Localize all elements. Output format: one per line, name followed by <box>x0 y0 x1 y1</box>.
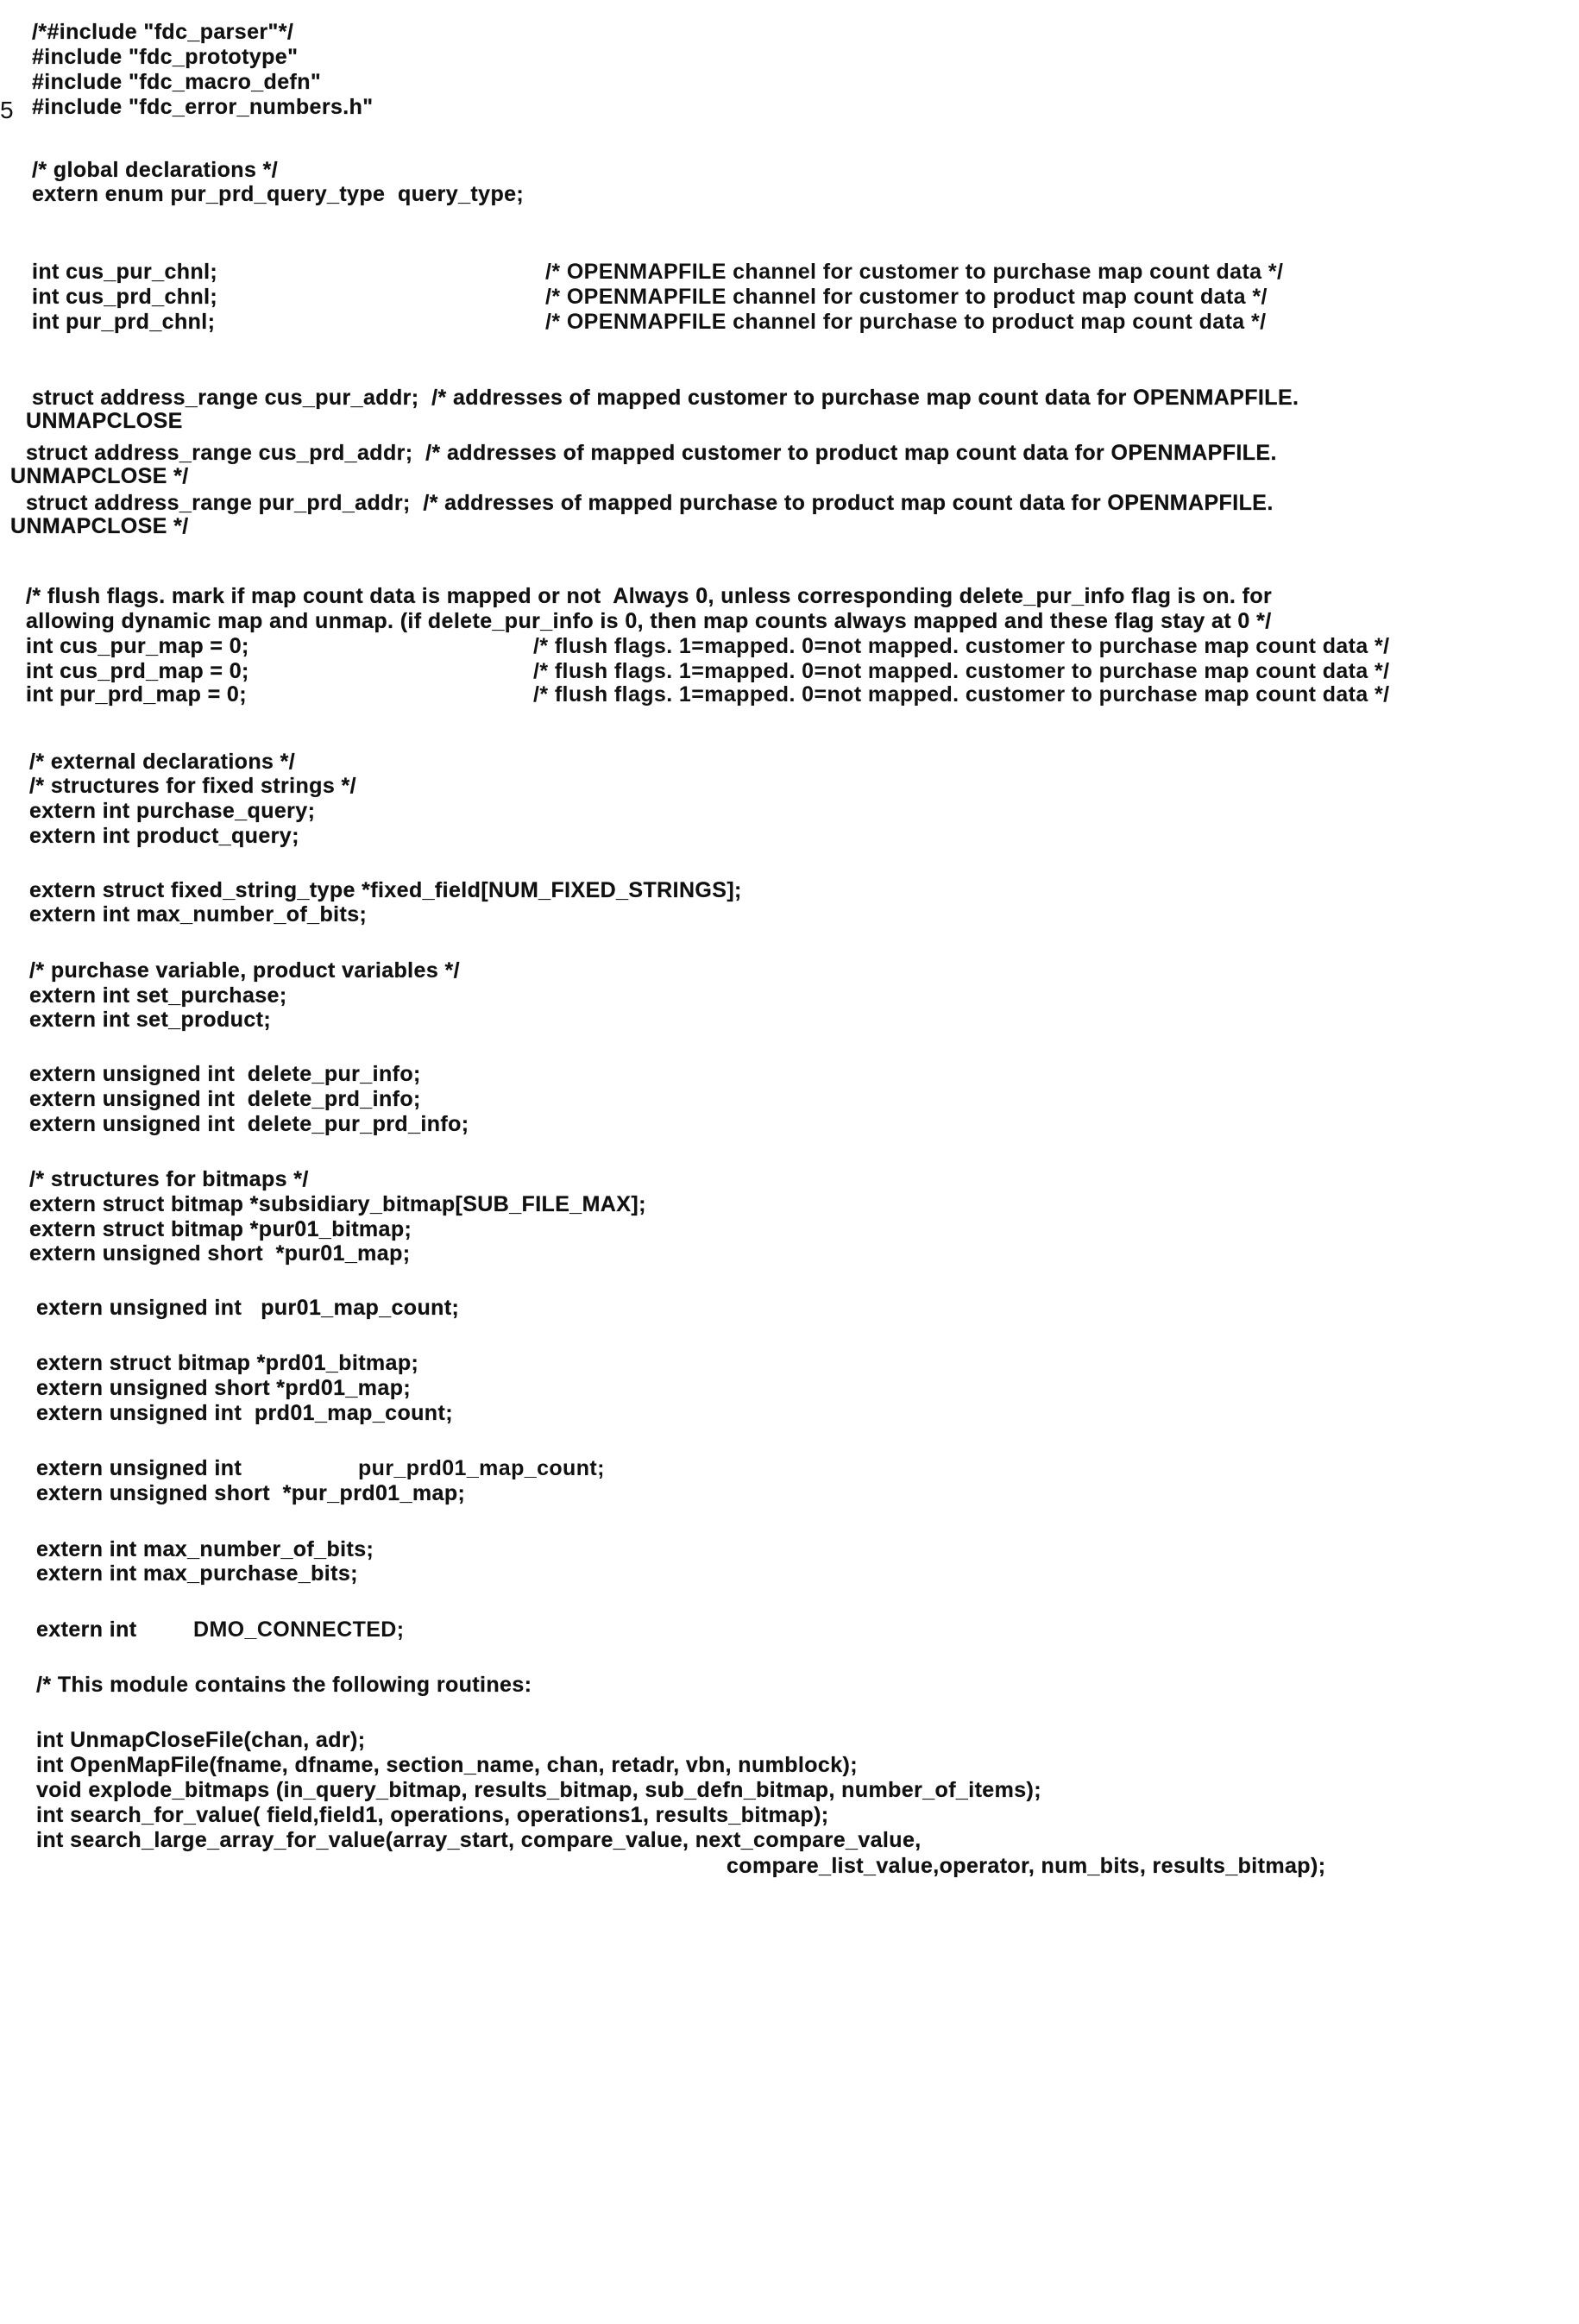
comment-line: /* external declarations */ <box>29 750 295 774</box>
code-line: #include "fdc_prototype" <box>32 45 298 69</box>
code-line: extern int set_purchase; <box>29 983 287 1008</box>
comment-line: /* structures for bitmaps */ <box>29 1167 309 1191</box>
code-line: extern unsigned short *pur01_map; <box>29 1241 410 1266</box>
code-line: struct address_range cus_prd_addr; /* addresses of mapped customer to product map count data for OPENMAPFILE. <box>26 441 1277 465</box>
code-line: extern struct bitmap *subsidiary_bitmap[SUB_FILE_MAX]; <box>29 1192 646 1216</box>
code-comment: /* flush flags. 1=mapped. 0=not mapped. customer to purchase map count data */ <box>533 682 1390 707</box>
comment-line: /* purchase variable, product variables */ <box>29 958 460 983</box>
code-line: extern int product_query; <box>29 824 299 848</box>
code-line: int pur_prd_map = 0; <box>26 682 247 707</box>
code-line: extern int purchase_query; <box>29 799 315 823</box>
code-line: int search_for_value( field,field1, operations, operations1, results_bitmap); <box>36 1803 829 1827</box>
code-line: extern int max_purchase_bits; <box>36 1561 358 1586</box>
code-line: extern int max_number_of_bits; <box>36 1537 374 1561</box>
code-line: int UnmapCloseFile(chan, adr); <box>36 1728 365 1752</box>
code-line: extern struct fixed_string_type *fixed_field[NUM_FIXED_STRINGS]; <box>29 878 742 902</box>
code-line: int cus_pur_chnl; <box>32 260 217 284</box>
comment-line: /* structures for fixed strings */ <box>29 774 356 798</box>
code-comment: /* OPENMAPFILE channel for customer to product map count data */ <box>545 285 1268 309</box>
code-line: extern unsigned int delete_prd_info; <box>29 1087 421 1111</box>
code-line: extern unsigned int prd01_map_count; <box>36 1401 453 1425</box>
code-comment: /* OPENMAPFILE channel for purchase to product map count data */ <box>545 310 1266 334</box>
code-line: UNMAPCLOSE */ <box>10 464 189 488</box>
code-line: int cus_pur_map = 0; <box>26 634 249 658</box>
code-line: struct address_range cus_pur_addr; /* addresses of mapped customer to purchase map count data for OPENMAPFILE. <box>32 386 1299 410</box>
code-line: extern int max_number_of_bits; <box>29 902 367 926</box>
code-line: struct address_range pur_prd_addr; /* addresses of mapped purchase to product map count data for OPENMAPFILE. <box>26 491 1274 515</box>
code-line: /*#include "fdc_parser"*/ <box>32 20 293 44</box>
code-comment: /* flush flags. 1=mapped. 0=not mapped. customer to purchase map count data */ <box>533 634 1390 658</box>
code-line: extern unsigned short *prd01_map; <box>36 1376 411 1400</box>
code-comment: /* OPENMAPFILE channel for customer to purchase map count data */ <box>545 260 1283 284</box>
code-line: extern int <box>36 1617 137 1642</box>
code-line: int cus_prd_map = 0; <box>26 659 249 683</box>
comment-line: allowing dynamic map and unmap. (if delete_pur_info is 0, then map counts always mapped and these flag stay at 0 */ <box>26 609 1272 633</box>
code-identifier: DMO_CONNECTED; <box>193 1617 405 1642</box>
code-line: extern unsigned int delete_pur_prd_info; <box>29 1112 469 1136</box>
code-line: void explode_bitmaps (in_query_bitmap, results_bitmap, sub_defn_bitmap, number_of_items); <box>36 1778 1041 1802</box>
code-line: extern int set_product; <box>29 1008 271 1032</box>
comment-line: /* flush flags. mark if map count data is mapped or not Always 0, unless corresponding delete_pur_info flag is on. for <box>26 584 1272 608</box>
code-line: #include "fdc_error_numbers.h" <box>32 95 374 119</box>
comment-line: /* This module contains the following routines: <box>36 1673 532 1697</box>
code-line: extern enum pur_prd_query_type query_type; <box>32 182 524 206</box>
code-line: extern unsigned int pur01_map_count; <box>36 1296 459 1320</box>
code-line: extern unsigned int <box>36 1456 242 1480</box>
comment-line: /* global declarations */ <box>32 158 278 182</box>
code-line: extern unsigned int delete_pur_info; <box>29 1062 421 1086</box>
code-line: extern struct bitmap *pur01_bitmap; <box>29 1217 412 1241</box>
code-line: extern unsigned short *pur_prd01_map; <box>36 1481 465 1505</box>
code-line: int OpenMapFile(fname, dfname, section_name, chan, retadr, vbn, numblock); <box>36 1753 858 1777</box>
code-line: extern struct bitmap *prd01_bitmap; <box>36 1351 418 1375</box>
code-identifier: pur_prd01_map_count; <box>358 1456 605 1480</box>
code-line: int pur_prd_chnl; <box>32 310 215 334</box>
code-comment: /* flush flags. 1=mapped. 0=not mapped. customer to purchase map count data */ <box>533 659 1390 683</box>
code-line: int search_large_array_for_value(array_start, compare_value, next_compare_value, <box>36 1828 922 1852</box>
code-line: UNMAPCLOSE */ <box>10 514 189 538</box>
code-line: UNMAPCLOSE <box>26 409 183 433</box>
margin-line-number: 5 <box>0 97 14 124</box>
code-line: #include "fdc_macro_defn" <box>32 70 321 94</box>
code-line: compare_list_value,operator, num_bits, results_bitmap); <box>727 1854 1325 1878</box>
code-line: int cus_prd_chnl; <box>32 285 217 309</box>
